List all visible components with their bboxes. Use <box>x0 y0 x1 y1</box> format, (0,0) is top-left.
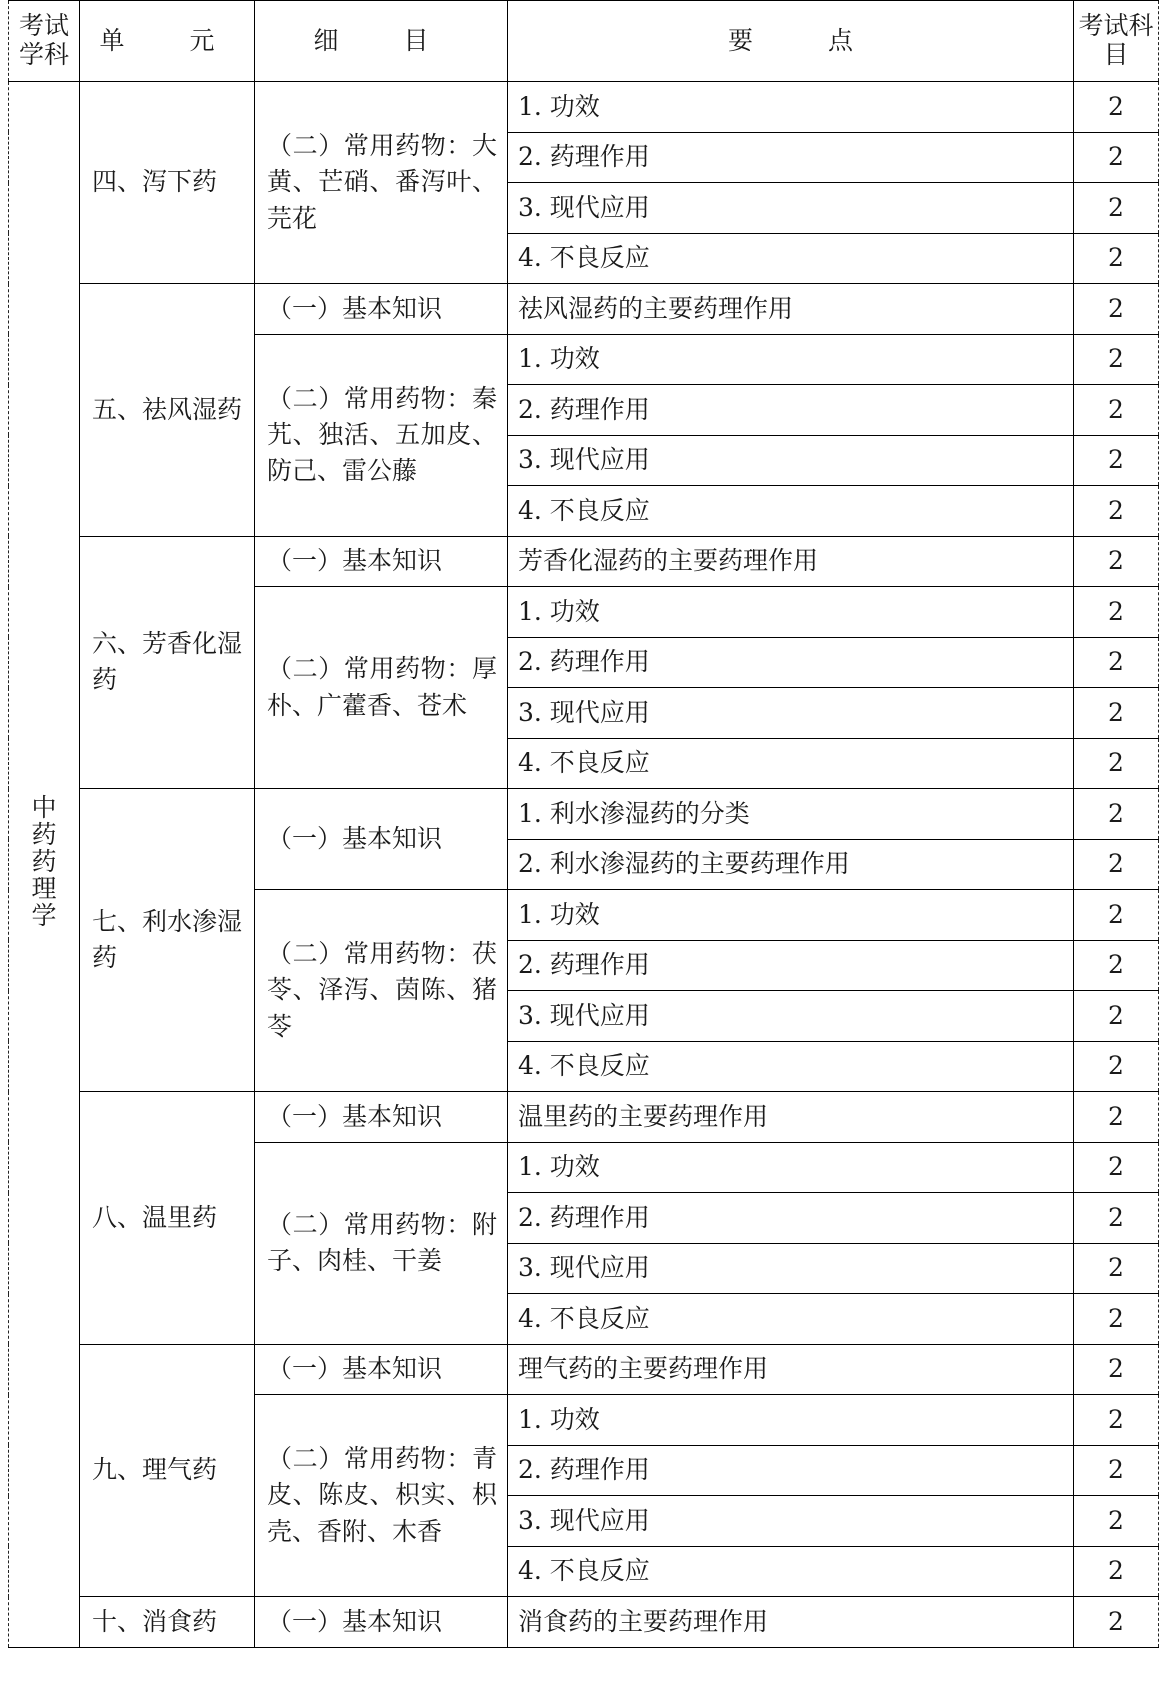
key-point: 4. 不良反应 <box>508 1294 1074 1345</box>
detail-label: （二）常用药物：附子、肉桂、干姜 <box>255 1142 508 1344</box>
subject-name: 中药药理学 <box>31 793 57 931</box>
score-value: 2 <box>1074 1546 1159 1597</box>
key-point: 2. 药理作用 <box>508 637 1074 688</box>
table-row <box>9 1344 1159 1395</box>
key-point: 3. 现代应用 <box>508 688 1074 739</box>
syllabus-body <box>9 82 1159 1648</box>
detail-label: （一）基本知识 <box>255 1092 508 1143</box>
key-point: 1. 功效 <box>508 82 1074 133</box>
header-unit: 单 元 <box>80 1 255 82</box>
table-row <box>9 1597 1159 1648</box>
score-value: 2 <box>1074 183 1159 234</box>
table-row <box>9 1092 1159 1143</box>
score-value: 2 <box>1074 385 1159 436</box>
detail-label: （二）常用药物：茯苓、泽泻、茵陈、猪苓 <box>255 890 508 1092</box>
table-row <box>9 789 1159 840</box>
header-row <box>9 1 1159 82</box>
score-value: 2 <box>1074 1142 1159 1193</box>
key-point: 2. 药理作用 <box>508 385 1074 436</box>
unit-name: 六、芳香化湿药 <box>80 536 255 789</box>
score-value: 2 <box>1074 738 1159 789</box>
key-point: 芳香化湿药的主要药理作用 <box>508 536 1074 587</box>
unit-name: 九、理气药 <box>80 1344 255 1597</box>
score-value: 2 <box>1074 536 1159 587</box>
key-point: 4. 不良反应 <box>508 738 1074 789</box>
key-point: 4. 不良反应 <box>508 486 1074 537</box>
score-value: 2 <box>1074 839 1159 890</box>
score-value: 2 <box>1074 1041 1159 1092</box>
detail-label: （二）常用药物：秦艽、独活、五加皮、防己、雷公藤 <box>255 334 508 536</box>
score-value: 2 <box>1074 1597 1159 1648</box>
score-value: 2 <box>1074 1496 1159 1547</box>
key-point: 2. 药理作用 <box>508 1445 1074 1496</box>
score-value: 2 <box>1074 1193 1159 1244</box>
score-value: 2 <box>1074 435 1159 486</box>
score-value: 2 <box>1074 789 1159 840</box>
header-points: 要 点 <box>508 1 1074 82</box>
header-score: 考试科目 <box>1074 1 1159 82</box>
score-value: 2 <box>1074 890 1159 941</box>
key-point: 3. 现代应用 <box>508 991 1074 1042</box>
key-point: 2. 药理作用 <box>508 1193 1074 1244</box>
table-row <box>9 536 1159 587</box>
subject-cell <box>9 82 80 1648</box>
key-point: 消食药的主要药理作用 <box>508 1597 1074 1648</box>
score-value: 2 <box>1074 233 1159 284</box>
score-value: 2 <box>1074 688 1159 739</box>
score-value: 2 <box>1074 82 1159 133</box>
score-value: 2 <box>1074 1092 1159 1143</box>
detail-label: （二）常用药物：青皮、陈皮、枳实、枳壳、香附、木香 <box>255 1395 508 1597</box>
unit-name: 十、消食药 <box>80 1597 255 1648</box>
score-value: 2 <box>1074 1294 1159 1345</box>
table-row <box>9 82 1159 133</box>
detail-label: （二）常用药物：大黄、芒硝、番泻叶、芫花 <box>255 82 508 284</box>
key-point: 1. 功效 <box>508 1395 1074 1446</box>
key-point: 1. 功效 <box>508 334 1074 385</box>
unit-name: 八、温里药 <box>80 1092 255 1345</box>
score-value: 2 <box>1074 1243 1159 1294</box>
unit-name: 七、利水渗湿药 <box>80 789 255 1092</box>
key-point: 3. 现代应用 <box>508 183 1074 234</box>
key-point: 祛风湿药的主要药理作用 <box>508 284 1074 335</box>
score-value: 2 <box>1074 486 1159 537</box>
key-point: 1. 利水渗湿药的分类 <box>508 789 1074 840</box>
detail-label: （一）基本知识 <box>255 1344 508 1395</box>
key-point: 3. 现代应用 <box>508 1496 1074 1547</box>
key-point: 理气药的主要药理作用 <box>508 1344 1074 1395</box>
key-point: 2. 药理作用 <box>508 940 1074 991</box>
table-row <box>9 284 1159 335</box>
key-point: 温里药的主要药理作用 <box>508 1092 1074 1143</box>
detail-label: （一）基本知识 <box>255 1597 508 1648</box>
detail-label: （一）基本知识 <box>255 789 508 890</box>
score-value: 2 <box>1074 991 1159 1042</box>
score-value: 2 <box>1074 1395 1159 1446</box>
score-value: 2 <box>1074 637 1159 688</box>
key-point: 4. 不良反应 <box>508 233 1074 284</box>
unit-name: 五、祛风湿药 <box>80 284 255 537</box>
key-point: 3. 现代应用 <box>508 435 1074 486</box>
score-value: 2 <box>1074 334 1159 385</box>
detail-label: （一）基本知识 <box>255 284 508 335</box>
score-value: 2 <box>1074 1445 1159 1496</box>
key-point: 2. 药理作用 <box>508 132 1074 183</box>
score-value: 2 <box>1074 940 1159 991</box>
score-value: 2 <box>1074 1344 1159 1395</box>
detail-label: （一）基本知识 <box>255 536 508 587</box>
key-point: 2. 利水渗湿药的主要药理作用 <box>508 839 1074 890</box>
syllabus-page <box>8 0 1159 1648</box>
header-detail: 细 目 <box>255 1 508 82</box>
key-point: 1. 功效 <box>508 587 1074 638</box>
key-point: 1. 功效 <box>508 1142 1074 1193</box>
syllabus-table <box>8 0 1159 1648</box>
score-value: 2 <box>1074 587 1159 638</box>
score-value: 2 <box>1074 284 1159 335</box>
detail-label: （二）常用药物：厚朴、广藿香、苍术 <box>255 587 508 789</box>
unit-name: 四、泻下药 <box>80 82 255 284</box>
score-value: 2 <box>1074 132 1159 183</box>
key-point: 4. 不良反应 <box>508 1041 1074 1092</box>
key-point: 1. 功效 <box>508 890 1074 941</box>
key-point: 3. 现代应用 <box>508 1243 1074 1294</box>
key-point: 4. 不良反应 <box>508 1546 1074 1597</box>
header-subject: 考试学科 <box>9 1 80 82</box>
